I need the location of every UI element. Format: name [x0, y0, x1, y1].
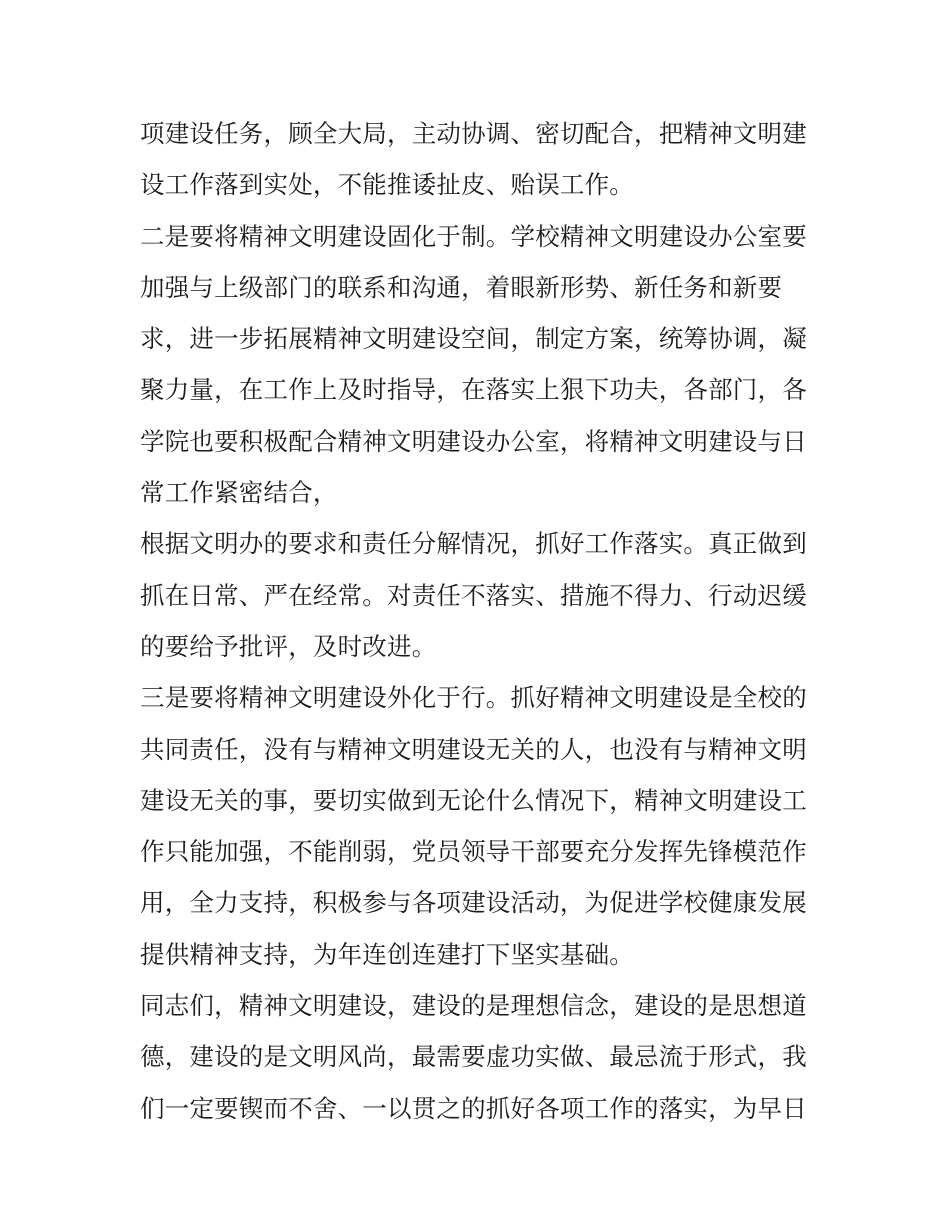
text-line: 共同责任，没有与精神文明建设无关的人，也没有与精神文明 — [140, 734, 807, 764]
text-line: 作只能加强，不能削弱，党员领导干部要充分发挥先锋模范作 — [140, 837, 807, 867]
text-line: 抓在日常、严在经常。对责任不落实、措施不得力、行动迟缓 — [140, 580, 807, 610]
document-body — [140, 108, 820, 1134]
text-line: 德，建设的是文明风尚，最需要虚功实做、最忌流于形式，我 — [140, 1042, 807, 1072]
text-line: 学院也要积极配合精神文明建设办公室，将精神文明建设与日 — [140, 426, 807, 456]
text-line: 三是要将精神文明建设外化于行。抓好精神文明建设是全校的 — [140, 683, 807, 713]
text-line: 用，全力支持，积极参与各项建设活动，为促进学校健康发展 — [140, 888, 807, 918]
text-line: 聚力量，在工作上及时指导，在落实上狠下功夫，各部门，各 — [140, 375, 807, 405]
text-line: 建设无关的事，要切实做到无论什么情况下，精神文明建设工 — [140, 785, 807, 815]
text-line: 项建设任务，顾全大局，主动协调、密切配合，把精神文明建 — [140, 119, 807, 148]
text-line: 们一定要锲而不舍、一以贯之的抓好各项工作的落实，为早日 — [140, 1093, 807, 1123]
text-line: 的要给予批评，及时改进。 — [140, 631, 437, 661]
text-line: 二是要将精神文明建设固化于制。学校精神文明建设办公室要 — [140, 221, 807, 251]
text-line: 根据文明办的要求和责任分解情况，抓好工作落实。真正做到 — [140, 529, 807, 559]
text-line: 设工作落到实处，不能推诿扯皮、贻误工作。 — [140, 170, 634, 200]
text-line: 加强与上级部门的联系和沟通，着眼新形势、新任务和新要 — [140, 272, 783, 302]
text-line: 求，进一步拓展精神文明建设空间，制定方案，统筹协调，凝 — [140, 324, 807, 354]
text-line: 同志们，精神文明建设，建设的是理想信念，建设的是思想道 — [140, 991, 807, 1021]
text-line: 常工作紧密结合， — [140, 478, 338, 508]
text-line: 提供精神支持，为年连创连建打下坚实基础。 — [140, 939, 634, 969]
